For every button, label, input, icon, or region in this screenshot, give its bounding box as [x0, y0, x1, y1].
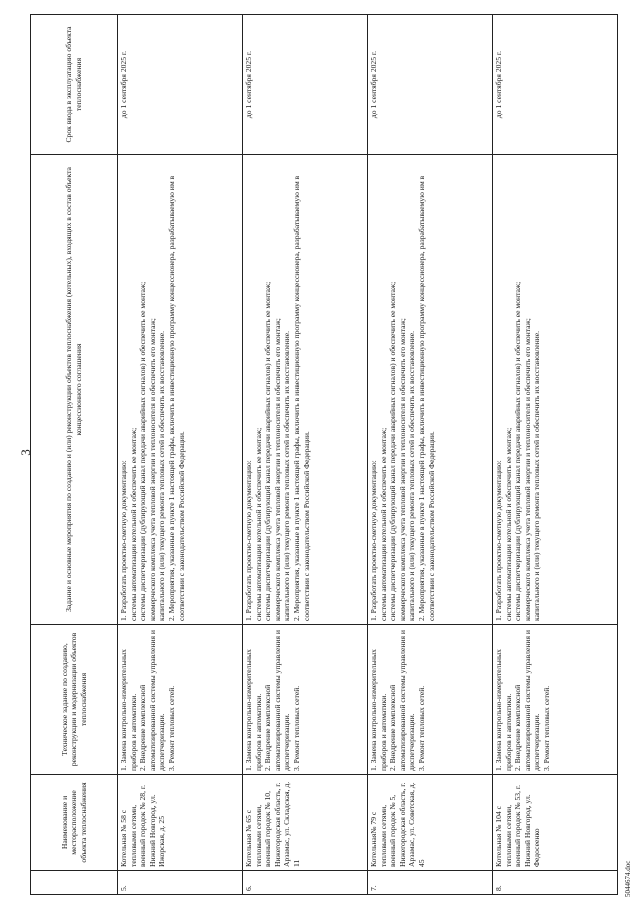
- measure-line: капитального и (или) текущего ремонта тепловых сетей и обеспечить их восстановление.: [157, 331, 167, 621]
- technical-task-line: 3. Ремонт тепловых сетей.: [291, 685, 301, 771]
- measure-line: 2. Мероприятия, указанные в пункте 1 настоящей графы, включить в инвестиционную программу концессионера, разрабатываемую им в соответствии с законодательством Российской Федерации.: [166, 175, 186, 621]
- measure-line: капитального и (или) текущего ремонта тепловых сетей и обеспечить их восстановление.: [282, 331, 292, 621]
- technical-task-line: 3. Ремонт тепловых сетей.: [416, 685, 426, 771]
- measure-line: капитального и (или) текущего ремонта тепловых сетей и обеспечить их восстановление.: [532, 331, 542, 621]
- facility-name: Котельная№ 79 с тепловыми сетями, военный городок № 5, Нижегородская область, г. Арзамас, ул. Советская, д. 45: [368, 775, 493, 871]
- measure-line: системы диспетчеризации (дублирующий канал передачи аварийных сигналов) и обеспечить ее монтаж;: [138, 281, 148, 621]
- measure-line: системы диспетчеризации (дублирующий канал передачи аварийных сигналов) и обеспечить ее монтаж;: [388, 281, 398, 621]
- row-number: 8.: [493, 871, 618, 895]
- measure-line: капитального и (или) текущего ремонта тепловых сетей и обеспечить их восстановление.: [407, 331, 417, 621]
- technical-task-line: 2. Внедрение комплексной автоматизированной системы управления и диспетчеризации.: [138, 630, 167, 771]
- measures-list: [118, 155, 243, 625]
- measure-line: 1. Разработать проектно-сметную документацию:: [369, 460, 378, 621]
- technical-task-line: 2. Внедрение комплексной автоматизированной системы управления и диспетчеризации.: [513, 630, 542, 771]
- technical-task-line: 1. Замена контрольно-измерительных приборов и автоматики.: [119, 649, 138, 771]
- row-number: 6.: [243, 871, 368, 895]
- measure-line: коммерческого комплекса учета тепловой энергии и теплоносителя и обеспечить его монтаж;: [147, 318, 157, 621]
- technical-task-line: 1. Замена контрольно-измерительных приборов и автоматики.: [369, 649, 388, 771]
- measure-line: системы автоматизации котельной и обеспечить ее монтаж;: [128, 427, 138, 621]
- commissioning-deadline: до 1 сентября 2025 г.: [368, 15, 493, 155]
- header-num: [31, 871, 118, 895]
- measure-line: 1. Разработать проектно-сметную документацию:: [119, 460, 128, 621]
- commissioning-deadline: до 1 сентября 2025 г.: [118, 15, 243, 155]
- measure-line: 1. Разработать проектно-сметную документацию:: [244, 460, 253, 621]
- commissioning-deadline: до 1 сентября 2025 г.: [493, 15, 618, 155]
- measure-line: 1. Разработать проектно-сметную документацию:: [494, 460, 503, 621]
- measure-line: коммерческого комплекса учета тепловой энергии и теплоносителя и обеспечить его монтаж;: [522, 318, 532, 621]
- technical-task-line: 3. Ремонт тепловых сетей.: [166, 685, 176, 771]
- row-number: 5.: [118, 871, 243, 895]
- header-tasks: Задание и основные мероприятия по созданию и (или) реконструкции объектов теплоснабжения (котельных), входящих в состав объекта концессионного соглашения: [31, 155, 118, 625]
- technical-task: [368, 625, 493, 775]
- measure-line: системы автоматизации котельной и обеспечить ее монтаж;: [378, 427, 388, 621]
- measures-list: [493, 155, 618, 625]
- measure-line: системы диспетчеризации (дублирующий канал передачи аварийных сигналов) и обеспечить ее монтаж;: [513, 281, 523, 621]
- measure-line: системы автоматизации котельной и обеспечить ее монтаж;: [503, 427, 513, 621]
- table-row: [243, 15, 368, 895]
- technical-task-line: 3. Ремонт тепловых сетей.: [541, 685, 551, 771]
- technical-task: [243, 625, 368, 775]
- measure-line: коммерческого комплекса учета тепловой энергии и теплоносителя и обеспечить его монтаж;: [397, 318, 407, 621]
- header-deadline: Срок ввода в эксплуатацию объекта теплоснабжения: [31, 15, 118, 155]
- technical-task-line: 2. Внедрение комплексной автоматизированной системы управления и диспетчеризации.: [388, 630, 417, 771]
- technical-task: [118, 625, 243, 775]
- technical-task-line: 1. Замена контрольно-измерительных приборов и автоматики.: [244, 649, 263, 771]
- document-code: 5044674.doc: [624, 860, 632, 897]
- header-name: Наименование и месторасположение объекта теплоснабжения: [31, 775, 118, 871]
- measure-line: коммерческого комплекса учета тепловой энергии и теплоносителя и обеспечить его монтаж;: [272, 318, 282, 621]
- facility-name: Котельная № 58 с тепловыми сетями, военный городок № 28, г. Нижний Новгород, ул. Ижорская, д. 25: [118, 775, 243, 871]
- measure-line: 2. Мероприятия, указанные в пункте 1 настоящей графы, включить в инвестиционную программу концессионера, разрабатываемую им в соответствии с законодательством Российской Федерации.: [416, 175, 436, 621]
- table-row: [118, 15, 243, 895]
- table-body: [118, 15, 618, 895]
- technical-task-line: 1. Замена контрольно-измерительных приборов и автоматики.: [494, 649, 513, 771]
- measure-line: системы автоматизации котельной и обеспечить ее монтаж;: [253, 427, 263, 621]
- measure-line: 2. Мероприятия, указанные в пункте 1 настоящей графы, включить в инвестиционную программу концессионера, разрабатываемую им в соответствии с законодательством Российской Федерации.: [291, 175, 311, 621]
- header-tech: Техническое задание по созданию, реконструкции и модернизации объектов теплоснабжения: [31, 625, 118, 775]
- measures-list: [243, 155, 368, 625]
- technical-task: [493, 625, 618, 775]
- table-header-row: [31, 15, 118, 895]
- commissioning-deadline: до 1 сентября 2025 г.: [243, 15, 368, 155]
- technical-task-line: 2. Внедрение комплексной автоматизированной системы управления и диспетчеризации.: [263, 630, 292, 771]
- table-row: [493, 15, 618, 895]
- measures-list: [368, 155, 493, 625]
- table-row: [368, 15, 493, 895]
- measure-line: системы диспетчеризации (дублирующий канал передачи аварийных сигналов) и обеспечить ее монтаж;: [263, 281, 273, 621]
- page-number: 3: [18, 449, 33, 456]
- facility-name: Котельная № 104 с тепловыми сетями, военный городок № 53, г. Нижний Новгород, ул. Федосеенко: [493, 775, 618, 871]
- row-number: 7.: [368, 871, 493, 895]
- facility-name: Котельная № 65 с тепловыми сетями, военный городок № 10, Нижегородская область, г. Арзамас, ул. Складская, д. 11: [243, 775, 368, 871]
- works-table: [30, 14, 618, 895]
